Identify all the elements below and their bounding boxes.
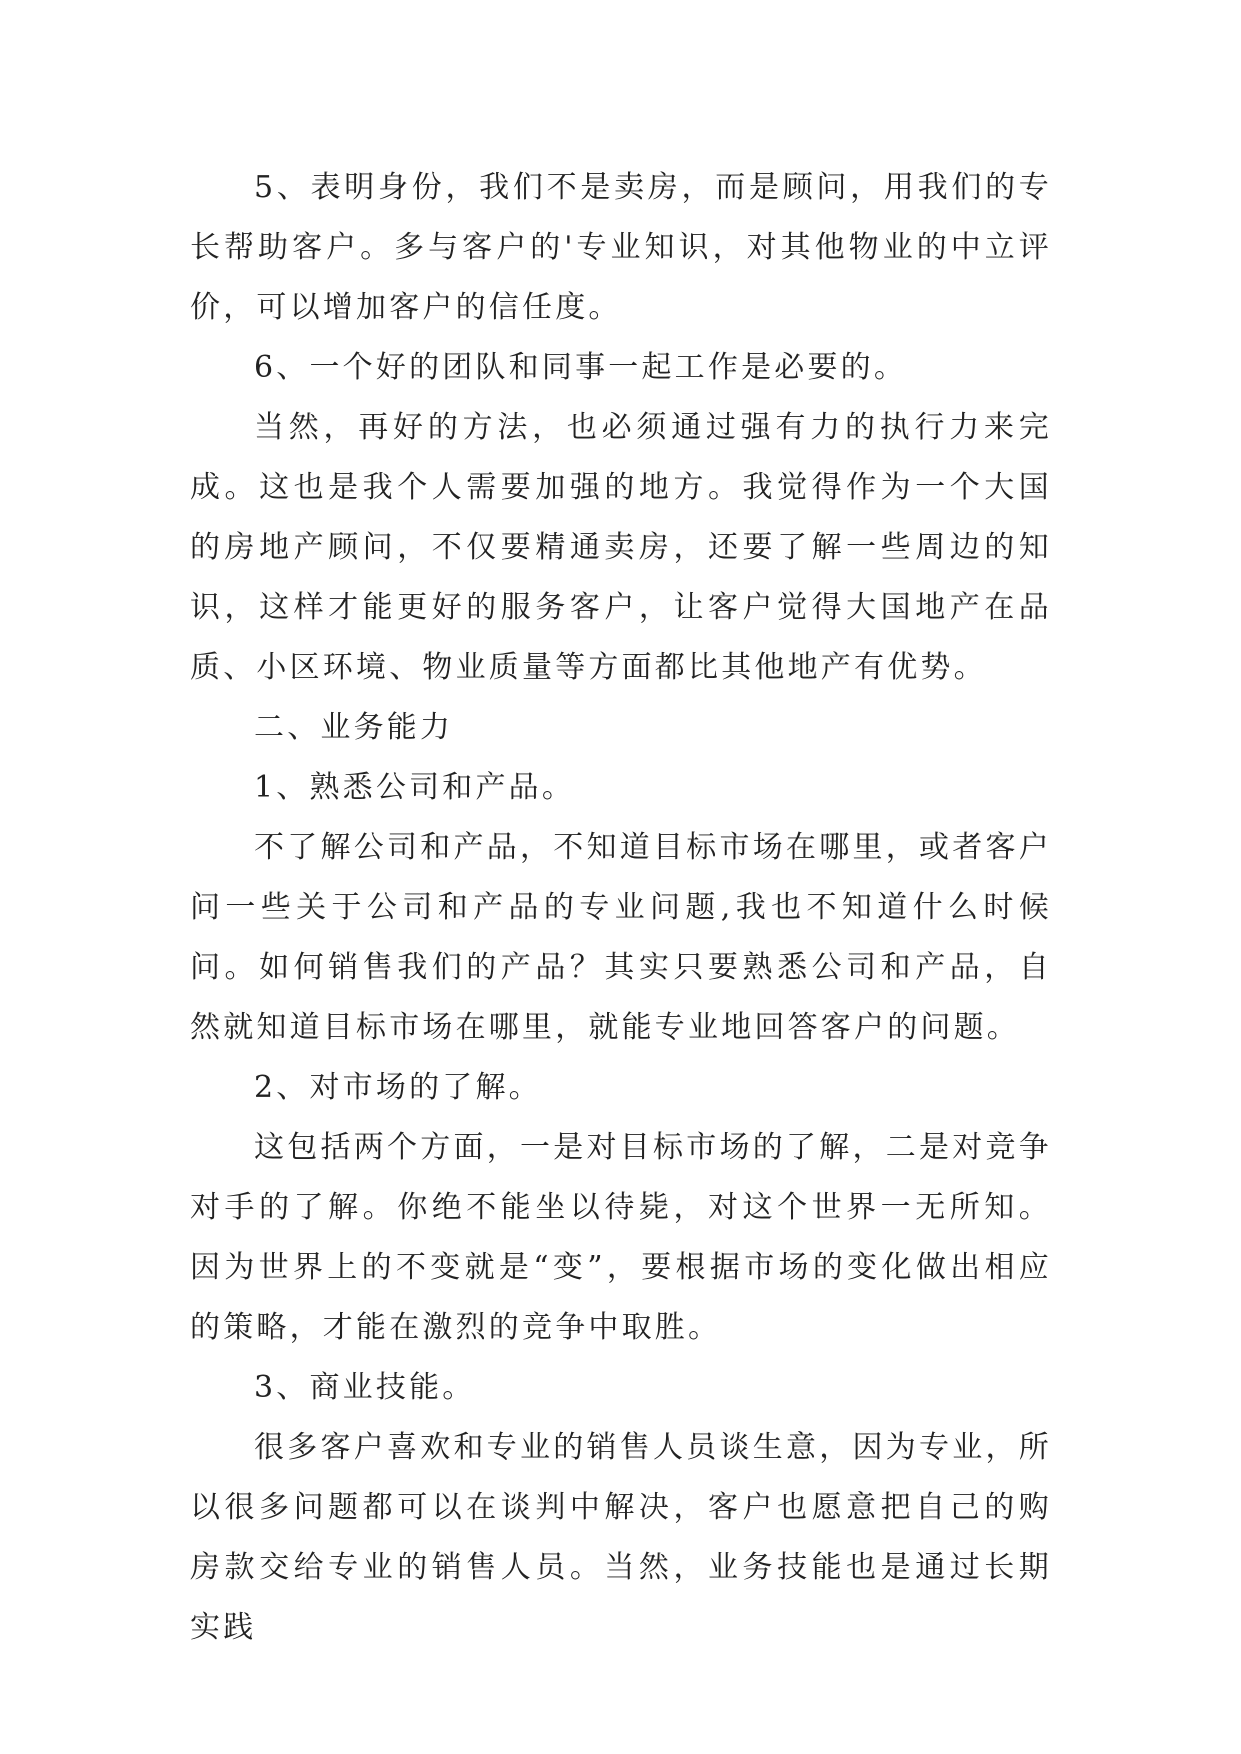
subheading-company-products: 1、熟悉公司和产品。 xyxy=(254,770,576,805)
document-body xyxy=(190,158,1052,1658)
subheading-market: 2、对市场的了解。 xyxy=(254,1070,542,1105)
paragraph-team: 6、一个好的团队和同事一起工作是必要的。 xyxy=(254,350,908,385)
subheading-business-skills: 3、商业技能。 xyxy=(254,1370,476,1405)
paragraph-company-products: 不了解公司和产品，不知道目标市场在哪里，或者客户问一些关于公司和产品的专业问题,我也不知道什么时候问。如何销售我们的产品？其实只要熟悉公司和产品，自然就知道目标市场在哪里，就能专业地回答客户的问题。 xyxy=(190,830,1052,1045)
paragraph-identity: 5、表明身份，我们不是卖房，而是顾问，用我们的专长帮助客户。多与客户的'专业知识，对其他物业的中立评价，可以增加客户的信任度。 xyxy=(190,170,1052,325)
paragraph-market: 这包括两个方面，一是对目标市场的了解，二是对竞争对手的了解。你绝不能坐以待毙，对这个世界一无所知。因为世界上的不变就是“变”，要根据市场的变化做出相应的策略，才能在激烈的竞争中取胜。 xyxy=(190,1130,1052,1345)
paragraph-execution: 当然，再好的方法，也必须通过强有力的执行力来完成。这也是我个人需要加强的地方。我觉得作为一个大国的房地产顾问，不仅要精通卖房，还要了解一些周边的知识，这样才能更好的服务客户，让客户觉得大国地产在品质、小区环境、物业质量等方面都比其他地产有优势。 xyxy=(190,410,1052,685)
section-heading-business-ability: 二、业务能力 xyxy=(254,710,454,745)
paragraph-business-skills: 很多客户喜欢和专业的销售人员谈生意，因为专业，所以很多问题都可以在谈判中解决，客户也愿意把自己的购房款交给专业的销售人员。当然，业务技能也是通过长期实践 xyxy=(190,1430,1052,1645)
